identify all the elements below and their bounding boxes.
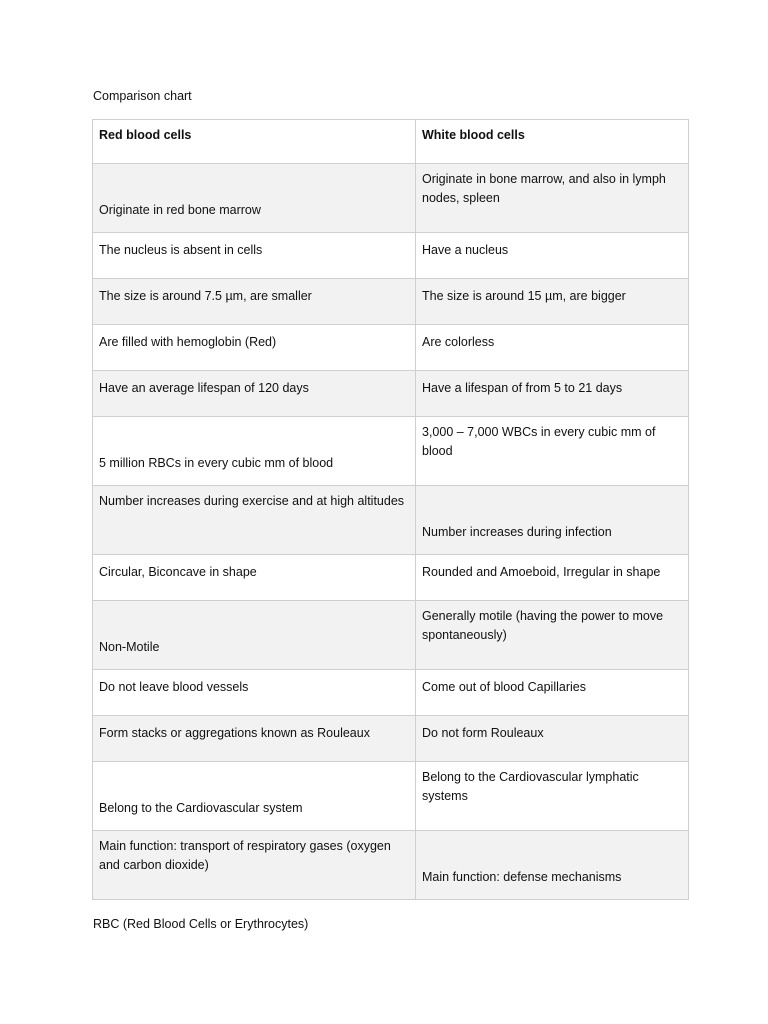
wbc-cell: Come out of blood Capillaries xyxy=(416,670,689,716)
rbc-cell: 5 million RBCs in every cubic mm of blood xyxy=(93,417,416,486)
wbc-cell: Originate in bone marrow, and also in lymph nodes, spleen xyxy=(416,164,689,233)
table-row xyxy=(93,279,689,325)
rbc-cell: Non-Motile xyxy=(93,601,416,670)
wbc-cell: Do not form Rouleaux xyxy=(416,716,689,762)
table-row xyxy=(93,233,689,279)
rbc-cell: The size is around 7.5 µm, are smaller xyxy=(93,279,416,325)
table-row xyxy=(93,486,689,555)
table-row xyxy=(93,555,689,601)
header-red-blood-cells: Red blood cells xyxy=(93,120,416,164)
section-heading-rbc: RBC (Red Blood Cells or Erythrocytes) xyxy=(93,917,309,931)
rbc-cell: Belong to the Cardiovascular system xyxy=(93,762,416,831)
rbc-cell: Number increases during exercise and at high altitudes xyxy=(93,486,416,555)
rbc-cell: Form stacks or aggregations known as Rouleaux xyxy=(93,716,416,762)
rbc-cell: Do not leave blood vessels xyxy=(93,670,416,716)
wbc-cell: Belong to the Cardiovascular lymphatic systems xyxy=(416,762,689,831)
rbc-cell: The nucleus is absent in cells xyxy=(93,233,416,279)
table-row xyxy=(93,762,689,831)
wbc-cell: Are colorless xyxy=(416,325,689,371)
table-row xyxy=(93,670,689,716)
table-row xyxy=(93,325,689,371)
table-row xyxy=(93,601,689,670)
wbc-cell: 3,000 – 7,000 WBCs in every cubic mm of blood xyxy=(416,417,689,486)
table-row xyxy=(93,831,689,900)
rbc-cell: Main function: transport of respiratory gases (oxygen and carbon dioxide) xyxy=(93,831,416,900)
chart-heading: Comparison chart xyxy=(93,89,192,103)
wbc-cell: Generally motile (having the power to move spontaneously) xyxy=(416,601,689,670)
table-row xyxy=(93,716,689,762)
wbc-cell: The size is around 15 µm, are bigger xyxy=(416,279,689,325)
header-white-blood-cells: White blood cells xyxy=(416,120,689,164)
wbc-cell: Number increases during infection xyxy=(416,486,689,555)
wbc-cell: Have a lifespan of from 5 to 21 days xyxy=(416,371,689,417)
table-row xyxy=(93,164,689,233)
wbc-cell: Have a nucleus xyxy=(416,233,689,279)
table-header-row xyxy=(93,120,689,164)
wbc-cell: Rounded and Amoeboid, Irregular in shape xyxy=(416,555,689,601)
rbc-cell: Are filled with hemoglobin (Red) xyxy=(93,325,416,371)
rbc-cell: Have an average lifespan of 120 days xyxy=(93,371,416,417)
wbc-cell: Main function: defense mechanisms xyxy=(416,831,689,900)
table-row xyxy=(93,371,689,417)
comparison-table xyxy=(92,119,689,900)
rbc-cell: Originate in red bone marrow xyxy=(93,164,416,233)
table-row xyxy=(93,417,689,486)
rbc-cell: Circular, Biconcave in shape xyxy=(93,555,416,601)
